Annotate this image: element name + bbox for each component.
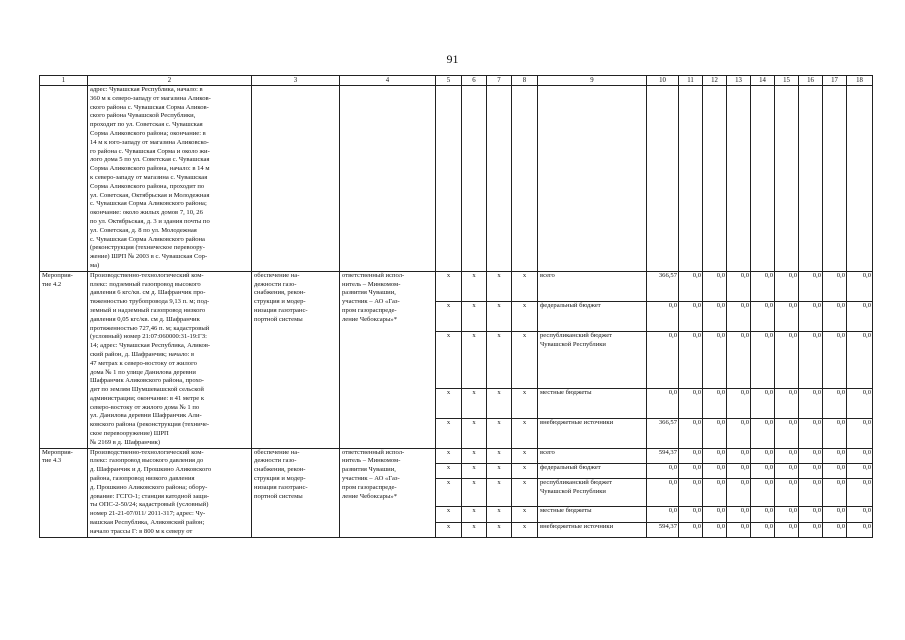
funding-value: 0,0 — [727, 522, 751, 537]
funding-value: 0,0 — [847, 271, 873, 301]
funding-value: 0,0 — [823, 522, 847, 537]
x-mark: x — [462, 331, 487, 388]
funding-value: 0,0 — [647, 331, 679, 388]
x-mark: x — [462, 463, 487, 478]
funding-value: 0,0 — [727, 507, 751, 522]
header-cell-6: 6 — [462, 76, 487, 86]
x-mark: x — [436, 522, 462, 537]
funding-value: 0,0 — [751, 507, 775, 522]
funding-value: 0,0 — [823, 418, 847, 448]
x-mark: x — [462, 522, 487, 537]
x-mark: x — [462, 388, 487, 418]
funding-value: 0,0 — [847, 301, 873, 331]
cell-empty — [847, 86, 873, 272]
funding-source: федеральный бюджет — [538, 301, 647, 331]
funding-value: 0,0 — [751, 301, 775, 331]
funding-value: 0,0 — [703, 478, 727, 507]
x-mark: x — [436, 463, 462, 478]
x-mark: x — [462, 271, 487, 301]
header-cell-11: 11 — [679, 76, 703, 86]
x-mark: x — [487, 388, 512, 418]
funding-value: 0,0 — [703, 448, 727, 463]
x-mark: x — [512, 418, 538, 448]
funding-source: всего — [538, 448, 647, 463]
x-mark: x — [462, 478, 487, 507]
x-mark: x — [487, 478, 512, 507]
funding-value: 0,0 — [703, 301, 727, 331]
page-number: 91 — [446, 52, 459, 66]
header-cell-8: 8 — [512, 76, 538, 86]
cell-empty — [436, 86, 462, 272]
funding-value: 0,0 — [847, 478, 873, 507]
funding-value: 0,0 — [775, 418, 799, 448]
funding-value: 0,0 — [703, 331, 727, 388]
funding-value: 0,0 — [799, 418, 823, 448]
header-cell-3: 3 — [252, 76, 340, 86]
header-cell-10: 10 — [647, 76, 679, 86]
funding-value: 0,0 — [679, 301, 703, 331]
x-mark: x — [462, 418, 487, 448]
funding-value: 0,0 — [823, 331, 847, 388]
funding-value: 0,0 — [823, 478, 847, 507]
funding-value: 0,0 — [847, 388, 873, 418]
funding-value: 0,0 — [679, 331, 703, 388]
x-mark: x — [462, 448, 487, 463]
header-cell-16: 16 — [799, 76, 823, 86]
x-mark: x — [462, 507, 487, 522]
funding-value: 0,0 — [775, 478, 799, 507]
cell-empty — [340, 86, 436, 272]
measure-goal: обеспечение на- дежности газо- снабжения, рекон- струкция и модер- низация газотранс- портной системы — [252, 271, 340, 448]
x-mark: x — [436, 478, 462, 507]
x-mark: x — [512, 388, 538, 418]
header-cell-9: 9 — [538, 76, 647, 86]
funding-value: 0,0 — [751, 271, 775, 301]
funding-value: 0,0 — [799, 388, 823, 418]
funding-source: внебюджетные источники — [538, 522, 647, 537]
funding-value: 0,0 — [647, 507, 679, 522]
funding-source: республиканский бюджет Чувашской Республики — [538, 331, 647, 388]
funding-value: 0,0 — [751, 388, 775, 418]
header-cell-17: 17 — [823, 76, 847, 86]
cell-id — [40, 86, 88, 272]
cell-empty — [679, 86, 703, 272]
x-mark: x — [512, 463, 538, 478]
x-mark: x — [512, 331, 538, 388]
header-cell-2: 2 — [88, 76, 252, 86]
x-mark: x — [436, 507, 462, 522]
header-cell-12: 12 — [703, 76, 727, 86]
header-cell-7: 7 — [487, 76, 512, 86]
header-cell-4: 4 — [340, 76, 436, 86]
funding-value: 0,0 — [703, 388, 727, 418]
funding-value: 0,0 — [799, 463, 823, 478]
program-table — [39, 75, 873, 538]
funding-value: 594,37 — [647, 522, 679, 537]
funding-value: 0,0 — [727, 301, 751, 331]
funding-value: 0,0 — [799, 271, 823, 301]
funding-value: 0,0 — [847, 331, 873, 388]
measure-description: Производственно-технологический ком- плекс: газопровод высокого давления до д. Шафранчик и д. Прошкино Аликовского района, газопровод низкого давления д. Прошкино Аликовского района; обору- дование: ГСГО-1; станция катодной защи- ты ОПС-2-50/24; кадастровый (условный) номер 21-21-07/011/ 2011-317; адрес: Чу- вашская Республика, Аликовский район; начало трассы Г: в 800 м к северу от — [88, 448, 252, 537]
funding-value: 0,0 — [703, 418, 727, 448]
header-cell-1: 1 — [40, 76, 88, 86]
funding-value: 0,0 — [847, 507, 873, 522]
funding-source: местные бюджеты — [538, 507, 647, 522]
funding-value: 366,57 — [647, 271, 679, 301]
measure-goal: обеспечение на- дежности газо- снабжения, рекон- струкция и модер- низация газотранс- портной системы — [252, 448, 340, 537]
x-mark: x — [512, 478, 538, 507]
funding-value: 0,0 — [775, 507, 799, 522]
funding-value: 0,0 — [727, 388, 751, 418]
funding-value: 0,0 — [703, 463, 727, 478]
funding-source: федеральный бюджет — [538, 463, 647, 478]
header-cell-15: 15 — [775, 76, 799, 86]
x-mark: x — [487, 331, 512, 388]
funding-value: 0,0 — [647, 463, 679, 478]
funding-value: 0,0 — [847, 463, 873, 478]
funding-value: 0,0 — [823, 463, 847, 478]
funding-value: 0,0 — [751, 522, 775, 537]
x-mark: x — [487, 448, 512, 463]
cell-empty — [703, 86, 727, 272]
header-cell-14: 14 — [751, 76, 775, 86]
funding-value: 0,0 — [775, 331, 799, 388]
funding-source: внебюджетные источники — [538, 418, 647, 448]
funding-value: 0,0 — [727, 331, 751, 388]
x-mark: x — [436, 271, 462, 301]
funding-value: 0,0 — [679, 271, 703, 301]
x-mark: x — [512, 448, 538, 463]
x-mark: x — [436, 388, 462, 418]
funding-value: 0,0 — [751, 478, 775, 507]
x-mark: x — [512, 301, 538, 331]
funding-value: 0,0 — [799, 301, 823, 331]
funding-value: 0,0 — [823, 507, 847, 522]
table-row — [40, 448, 873, 463]
funding-value: 0,0 — [823, 271, 847, 301]
measure-description: Производственно-технологический ком- плекс: подземный газопровод высокого давления 6 кгс/кв. см д. Шафранчик про- тяженностью трубопровода 9,13 п. м; под- земный и надземный газопровод низкого давления 0,05 кгс/кв. см д. Шафранчик протяженностью 727,46 п. м; кадастровый (условный) номер 21:07:060000:31-19:ГЗ: 14; адрес: Чувашская Республика, Аликов- ский район, д. Шафранчик; начало: в 47 метрах к северо-востоку от жилого дома № 1 по улице Данилова деревни Шафранчик Аликовского района, прохо- дит по землям Шумшевашской сельской администрации; окончание: в 41 метре к северо-востоку от жилого дома № 1 по ул. Данилова деревни Шафранчик Али- ковского района (реконструкция (техниче- ское перевооружение) ШРП № 2169 в д. Шафранчик) — [88, 271, 252, 448]
funding-value: 0,0 — [847, 522, 873, 537]
funding-source: республиканский бюджет Чувашской Республики — [538, 478, 647, 507]
x-mark: x — [487, 271, 512, 301]
cell-empty — [799, 86, 823, 272]
funding-value: 366,57 — [647, 418, 679, 448]
funding-value: 0,0 — [679, 463, 703, 478]
funding-value: 0,0 — [823, 448, 847, 463]
funding-value: 0,0 — [775, 388, 799, 418]
funding-value: 0,0 — [727, 418, 751, 448]
header-row — [40, 76, 873, 86]
funding-value: 0,0 — [847, 418, 873, 448]
funding-value: 0,0 — [679, 388, 703, 418]
funding-value: 0,0 — [799, 522, 823, 537]
funding-value: 0,0 — [703, 507, 727, 522]
funding-value: 0,0 — [727, 448, 751, 463]
measure-executor: ответственный испол- нитель – Минкомом- развития Чувашии, участник – АО «Газ- пром газораспреде- ление Чебоксары»* — [340, 448, 436, 537]
funding-value: 0,0 — [799, 448, 823, 463]
continuation-row — [40, 86, 873, 272]
x-mark: x — [436, 331, 462, 388]
funding-value: 0,0 — [775, 522, 799, 537]
funding-value: 0,0 — [799, 331, 823, 388]
funding-value: 0,0 — [703, 271, 727, 301]
funding-value: 0,0 — [751, 448, 775, 463]
cell-empty — [823, 86, 847, 272]
funding-value: 0,0 — [751, 331, 775, 388]
funding-value: 0,0 — [679, 418, 703, 448]
funding-value: 0,0 — [847, 448, 873, 463]
cell-empty — [487, 86, 512, 272]
x-mark: x — [436, 301, 462, 331]
cell-empty — [462, 86, 487, 272]
measure-id: Мероприя- тие 4.2 — [40, 271, 88, 448]
funding-value: 0,0 — [775, 448, 799, 463]
measure-id: Мероприя- тие 4.3 — [40, 448, 88, 537]
x-mark: x — [487, 522, 512, 537]
funding-value: 0,0 — [679, 507, 703, 522]
funding-value: 0,0 — [679, 522, 703, 537]
x-mark: x — [487, 463, 512, 478]
x-mark: x — [512, 522, 538, 537]
header-cell-5: 5 — [436, 76, 462, 86]
funding-value: 0,0 — [799, 478, 823, 507]
funding-value: 0,0 — [647, 301, 679, 331]
funding-value: 0,0 — [775, 301, 799, 331]
funding-value: 594,37 — [647, 448, 679, 463]
funding-value: 0,0 — [727, 271, 751, 301]
funding-value: 0,0 — [823, 388, 847, 418]
x-mark: x — [487, 507, 512, 522]
funding-value: 0,0 — [751, 463, 775, 478]
x-mark: x — [512, 271, 538, 301]
funding-value: 0,0 — [679, 478, 703, 507]
funding-value: 0,0 — [751, 418, 775, 448]
funding-value: 0,0 — [647, 478, 679, 507]
funding-value: 0,0 — [679, 448, 703, 463]
header-cell-18: 18 — [847, 76, 873, 86]
funding-value: 0,0 — [647, 388, 679, 418]
table-row — [40, 271, 873, 301]
cell-empty — [647, 86, 679, 272]
funding-value: 0,0 — [703, 522, 727, 537]
cell-empty — [775, 86, 799, 272]
cell-empty — [538, 86, 647, 272]
cell-empty — [727, 86, 751, 272]
cell-empty — [751, 86, 775, 272]
x-mark: x — [487, 301, 512, 331]
funding-value: 0,0 — [727, 463, 751, 478]
funding-value: 0,0 — [775, 271, 799, 301]
funding-value: 0,0 — [799, 507, 823, 522]
x-mark: x — [512, 507, 538, 522]
funding-value: 0,0 — [775, 463, 799, 478]
measure-executor: ответственный испол- нитель – Минкомом- развития Чувашии, участник – АО «Газ- пром газораспреде- ление Чебоксары»* — [340, 271, 436, 448]
cell-empty — [252, 86, 340, 272]
x-mark: x — [487, 418, 512, 448]
funding-value: 0,0 — [727, 478, 751, 507]
x-mark: x — [436, 448, 462, 463]
cell-description: адрес: Чувашская Республика, начало: в 360 м к северо-западу от магазина Аликов- ского района с. Чувашская Сорма Аликов- ского района Чувашской Республики, проходит по ул. Советская с. Чувашская Сорма Аликовского района; окончание: в 14 м к юго-западу от магазина Аликовско- го района с. Чувашская Сорма и около жи- лого дома 5 по ул. Советская с. Чувашская Сорма Аликовского района, начало: в 14 м к северо-западу от магазина с. Чувашская Сорма Аликовского района, проходит по ул. Советская, Октябрьская и Молодежная с. Чувашская Сорма Аликовского района; окончание: около жилых домов 7, 10, 26 по ул. Октябрьская, д. 3 и здания почты по ул. Советская, д. 8 по ул. Молодежная с. Чувашская Сорма Аликовского района (реконструкция (техническое перевоору- жение) ШРП № 2003 в с. Чувашская Сор- ма) — [88, 86, 252, 272]
x-mark: x — [436, 418, 462, 448]
x-mark: x — [462, 301, 487, 331]
funding-source: всего — [538, 271, 647, 301]
funding-source: местные бюджеты — [538, 388, 647, 418]
cell-empty — [512, 86, 538, 272]
header-cell-13: 13 — [727, 76, 751, 86]
funding-value: 0,0 — [823, 301, 847, 331]
